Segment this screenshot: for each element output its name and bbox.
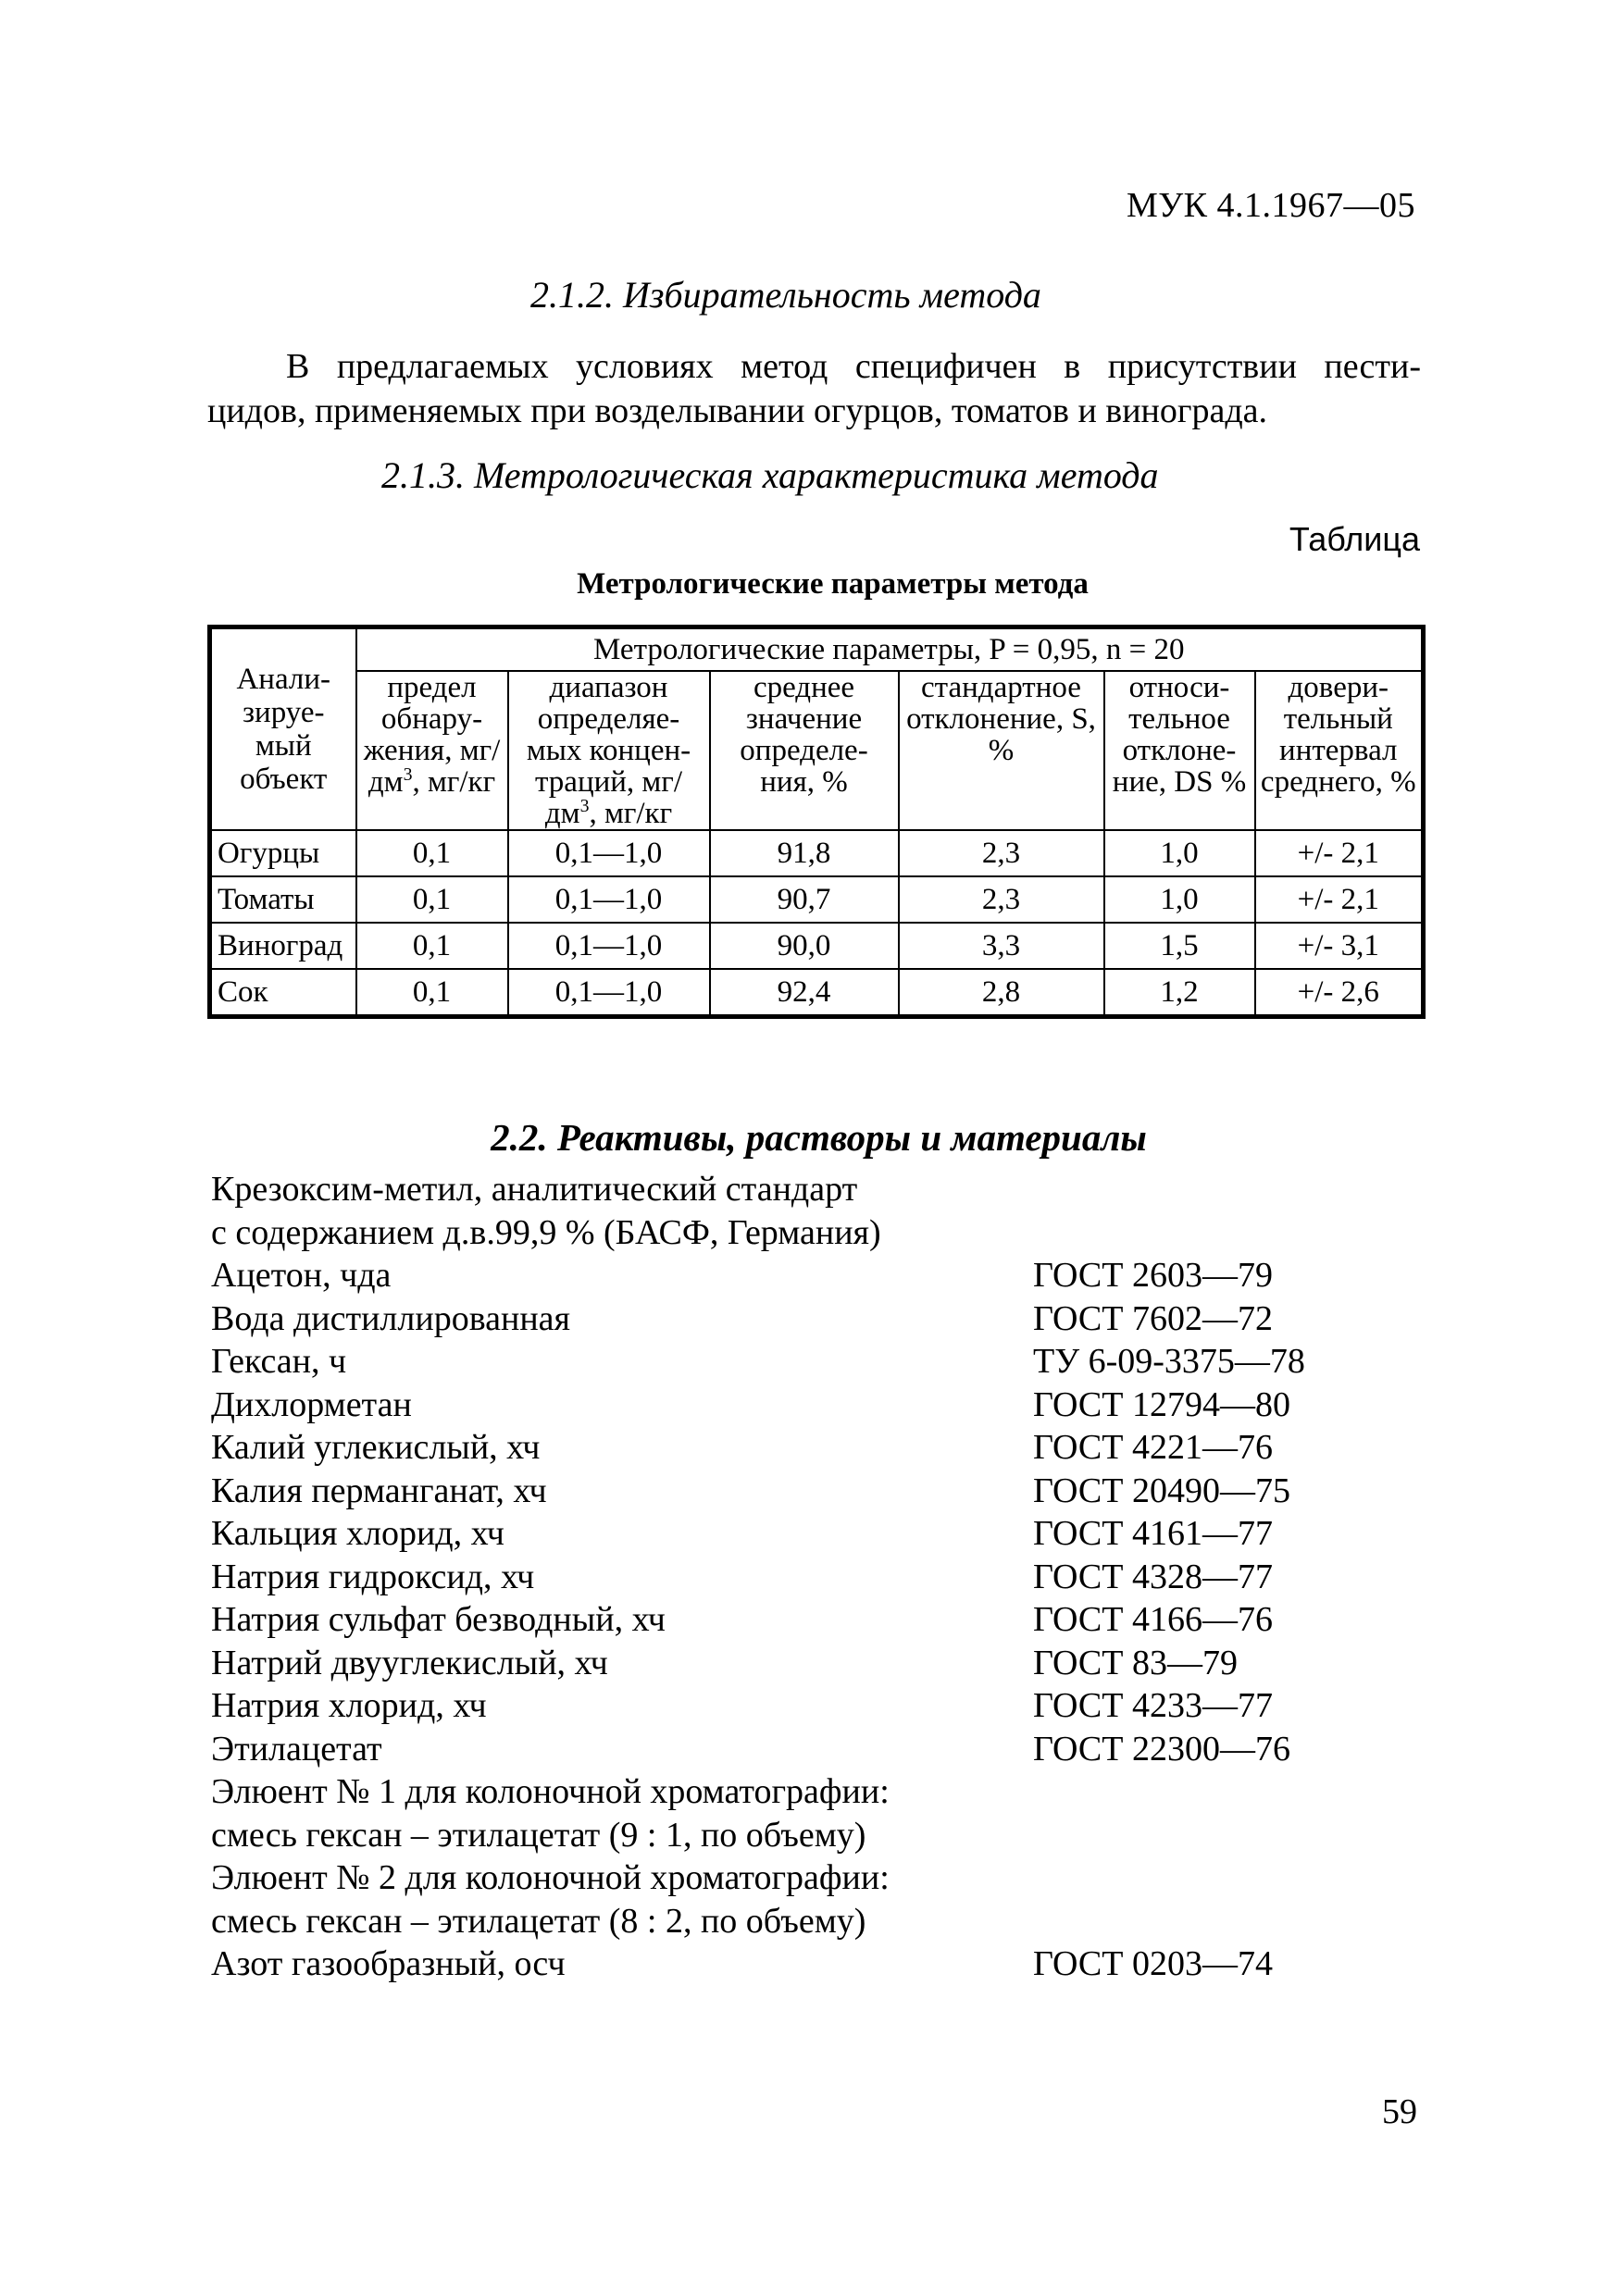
section-2-1-2-title: 2.1.2. Избирательность метода bbox=[530, 274, 1041, 316]
reagent-name: Ацетон, чда bbox=[211, 1256, 392, 1295]
reagent-name: смесь гексан – этилацетат (8 : 2, по объему) bbox=[211, 1901, 866, 1941]
reagent-item bbox=[211, 1211, 1414, 1255]
reagent-item bbox=[211, 1340, 1414, 1384]
row-cell: 0,1—1,0 bbox=[508, 969, 710, 1017]
reagents-list bbox=[211, 1168, 1414, 1986]
document-code: МУК 4.1.1967—05 bbox=[1126, 186, 1415, 225]
table-row bbox=[210, 876, 1424, 923]
paragraph-line-2: цидов, применяемых при возделывании огурцов, томатов и винограда. bbox=[207, 391, 1268, 430]
row-cell: 1,0 bbox=[1104, 830, 1255, 876]
reagent-item bbox=[211, 1642, 1414, 1685]
reagent-standard: ГОСТ 22300—76 bbox=[1033, 1729, 1290, 1769]
page-number: 59 bbox=[1382, 2092, 1417, 2131]
row-cell: 0,1 bbox=[356, 923, 508, 969]
table-row bbox=[210, 969, 1424, 1017]
reagent-standard: ГОСТ 12794—80 bbox=[1033, 1384, 1290, 1424]
row-cell: 3,3 bbox=[899, 923, 1104, 969]
header-columns-row bbox=[210, 671, 1424, 830]
reagent-item bbox=[211, 1556, 1414, 1599]
reagent-item bbox=[211, 1168, 1414, 1211]
row-cell: 0,1—1,0 bbox=[508, 923, 710, 969]
reagent-name: Азот газообразный, осч bbox=[211, 1944, 566, 1983]
reagent-standard: ГОСТ 4166—76 bbox=[1033, 1600, 1273, 1639]
table-row bbox=[210, 923, 1424, 969]
reagent-item bbox=[211, 1426, 1414, 1470]
reagent-name: Натрия сульфат безводный, хч bbox=[211, 1600, 666, 1639]
reagent-standard: ГОСТ 4233—77 bbox=[1033, 1686, 1273, 1725]
row-cell: 92,4 bbox=[710, 969, 899, 1017]
reagent-standard: ГОСТ 20490—75 bbox=[1033, 1471, 1290, 1510]
row-cell: 2,8 bbox=[899, 969, 1104, 1017]
row-cell: 0,1 bbox=[356, 969, 508, 1017]
reagent-name: Вода дистиллированная bbox=[211, 1298, 571, 1338]
reagent-standard: ГОСТ 7602—72 bbox=[1033, 1298, 1273, 1338]
row-cell: 0,1—1,0 bbox=[508, 876, 710, 923]
reagent-standard: ГОСТ 4328—77 bbox=[1033, 1557, 1273, 1596]
row-cell: 2,3 bbox=[899, 830, 1104, 876]
reagent-item bbox=[211, 1684, 1414, 1728]
reagent-item bbox=[211, 1384, 1414, 1427]
reagent-name: с содержанием д.в.99,9 % (БАСФ, Германия) bbox=[211, 1212, 881, 1252]
reagent-name: Натрий двууглекислый, хч bbox=[211, 1643, 608, 1682]
row-cell: 90,0 bbox=[710, 923, 899, 969]
reagent-name: Этилацетат bbox=[211, 1729, 382, 1769]
reagent-item bbox=[211, 1900, 1414, 1943]
reagent-name: Крезоксим-метил, аналитический стандарт bbox=[211, 1170, 858, 1209]
reagent-item bbox=[211, 1770, 1414, 1814]
section-2-2-title: 2.2. Реактивы, растворы и материалы bbox=[491, 1116, 1147, 1159]
reagent-item bbox=[211, 1470, 1414, 1513]
table-label: Таблица bbox=[1289, 520, 1420, 558]
reagent-name: Элюент № 1 для колоночной хроматографии: bbox=[211, 1772, 890, 1811]
reagent-item bbox=[211, 1297, 1414, 1341]
reagent-item bbox=[211, 1814, 1414, 1857]
reagent-name: смесь гексан – этилацетат (9 : 1, по объему) bbox=[211, 1815, 866, 1855]
row-cell: 91,8 bbox=[710, 830, 899, 876]
header-col-2: диапазон определяе-мых концен-траций, $мг/дм^3$, мг/кг bbox=[508, 671, 710, 830]
header-col-5: относи-тельное отклоне-ние, DS % bbox=[1104, 671, 1255, 830]
selectivity-paragraph bbox=[207, 344, 1421, 433]
reagent-name: Гексан, ч bbox=[211, 1342, 347, 1381]
metrology-table bbox=[207, 625, 1426, 1019]
reagent-name: Калий углекислый, хч bbox=[211, 1428, 541, 1467]
row-object: Сок bbox=[210, 969, 356, 1017]
row-cell: 0,1—1,0 bbox=[508, 830, 710, 876]
reagent-name: Калия перманганат, хч bbox=[211, 1471, 547, 1510]
reagent-item bbox=[211, 1598, 1414, 1642]
row-cell: +/- 2,1 bbox=[1255, 876, 1424, 923]
header-col-4: стандартное отклонение, S, % bbox=[899, 671, 1104, 830]
row-cell: 1,2 bbox=[1104, 969, 1255, 1017]
row-object: Огурцы bbox=[210, 830, 356, 876]
header-col-3: среднее значение определе-ния, % bbox=[710, 671, 899, 830]
reagent-name: Натрия хлорид, хч bbox=[211, 1686, 487, 1725]
row-object: Виноград bbox=[210, 923, 356, 969]
reagent-item bbox=[211, 1856, 1414, 1900]
row-cell: 90,7 bbox=[710, 876, 899, 923]
reagent-standard: ГОСТ 83—79 bbox=[1033, 1643, 1238, 1682]
header-col-1: предел обнару-жения, $мг/дм^3$, мг/кг bbox=[356, 671, 508, 830]
row-object: Томаты bbox=[210, 876, 356, 923]
reagent-name: Элюент № 2 для колоночной хроматографии: bbox=[211, 1858, 890, 1897]
reagent-standard: ГОСТ 4221—76 bbox=[1033, 1428, 1273, 1467]
reagent-standard: ГОСТ 4161—77 bbox=[1033, 1514, 1273, 1553]
header-group: Метрологические параметры, P = 0,95, n = 20 bbox=[356, 627, 1424, 672]
reagent-item bbox=[211, 1942, 1414, 1986]
row-cell: 2,3 bbox=[899, 876, 1104, 923]
table-row bbox=[210, 830, 1424, 876]
row-cell: 1,0 bbox=[1104, 876, 1255, 923]
reagent-item bbox=[211, 1728, 1414, 1771]
reagent-name: Дихлорметан bbox=[211, 1384, 412, 1424]
row-cell: 0,1 bbox=[356, 876, 508, 923]
reagent-standard: ГОСТ 0203—74 bbox=[1033, 1944, 1273, 1983]
row-cell: +/- 2,1 bbox=[1255, 830, 1424, 876]
reagent-name: Кальция хлорид, хч bbox=[211, 1514, 504, 1553]
reagent-standard: ГОСТ 2603—79 bbox=[1033, 1256, 1273, 1295]
row-cell: +/- 2,6 bbox=[1255, 969, 1424, 1017]
row-cell: 0,1 bbox=[356, 830, 508, 876]
header-col-6: довери-тельный интервал среднего, % bbox=[1255, 671, 1424, 830]
reagent-name: Натрия гидроксид, хч bbox=[211, 1557, 535, 1596]
table-body bbox=[210, 830, 1424, 1017]
section-2-1-3-title: 2.1.3. Метрологическая характеристика метода bbox=[381, 454, 1159, 496]
table-title: Метрологические параметры метода bbox=[577, 567, 1089, 601]
reagent-item bbox=[211, 1254, 1414, 1297]
reagent-standard: ТУ 6-09-3375—78 bbox=[1033, 1342, 1305, 1381]
row-cell: +/- 3,1 bbox=[1255, 923, 1424, 969]
header-object: Анали-зируе-мый объект bbox=[210, 627, 356, 831]
paragraph-line-1: В предлагаемых условиях метод специфичен в присутствии пести- bbox=[286, 347, 1421, 386]
row-cell: 1,5 bbox=[1104, 923, 1255, 969]
reagent-item bbox=[211, 1512, 1414, 1556]
